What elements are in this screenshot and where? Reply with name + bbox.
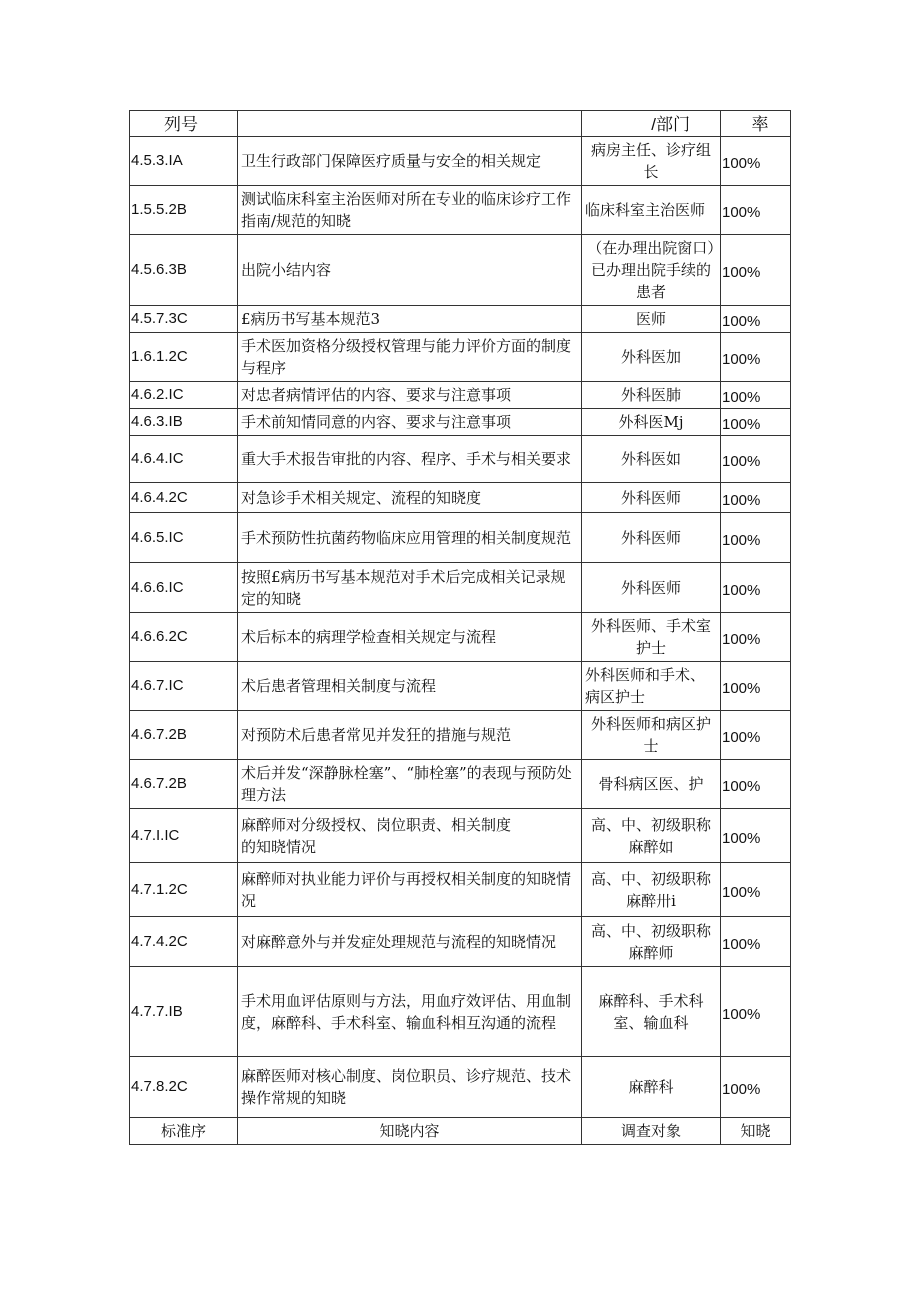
standard-id-cell: 4.6.4.2C: [130, 483, 238, 513]
standard-id-cell: 4.5.3.IA: [130, 137, 238, 186]
knowledge-content-cell: 手术前知情同意的内容、要求与注意事项: [238, 409, 582, 436]
survey-target-cell: 骨科病区医、护: [582, 760, 721, 809]
table-row: [130, 917, 791, 967]
awareness-rate-value: 100%: [722, 491, 761, 509]
awareness-rate-value: 100%: [722, 416, 761, 433]
table-row: [130, 186, 791, 235]
knowledge-content-cell: 卫生行政部门保障医疗质量与安全的相关规定: [238, 137, 582, 186]
awareness-rate-cell: [721, 137, 791, 186]
table-row: [130, 306, 791, 333]
awareness-rate-cell: [721, 613, 791, 662]
knowledge-content-cell: 出院小结内容: [238, 235, 582, 306]
survey-target-cell: 外科医加: [582, 333, 721, 382]
knowledge-content-cell: 麻醉师对执业能力评价与再授权相关制度的知晓情况: [238, 863, 582, 917]
knowledge-content-cell: £病历书写基本规范3: [238, 306, 582, 333]
awareness-rate-cell: [721, 513, 791, 563]
header-row-top: [130, 111, 791, 137]
awareness-rate-value: 100%: [722, 581, 761, 599]
standard-id-cell: 4.7.8.2C: [130, 1057, 238, 1118]
standard-id-cell: 4.6.5.IC: [130, 513, 238, 563]
table-row: [130, 662, 791, 711]
table-row: [130, 563, 791, 613]
awareness-rate-value: 100%: [722, 1005, 761, 1023]
knowledge-content-cell: 麻醉师对分级授权、岗位职责、相关制度 的知晓情况: [238, 809, 582, 863]
survey-target-cell: 高、中、初级职称麻醉卅i: [582, 863, 721, 917]
survey-target-cell: 外科医师: [582, 483, 721, 513]
awareness-rate-cell: [721, 483, 791, 513]
table-row: [130, 137, 791, 186]
standard-id-cell: 1.6.1.2C: [130, 333, 238, 382]
standard-id-cell: 4.5.6.3B: [130, 235, 238, 306]
awareness-rate-cell: [721, 863, 791, 917]
awareness-rate-cell: [721, 967, 791, 1057]
survey-target-cell: 外科医师: [582, 563, 721, 613]
awareness-rate-value: 100%: [722, 778, 761, 795]
awareness-rate-value: 100%: [722, 155, 761, 172]
awareness-rate-value: 100%: [722, 264, 761, 281]
knowledge-content-cell: 对预防术后患者常见并发狂的措施与规范: [238, 711, 582, 760]
table-row: [130, 436, 791, 483]
awareness-rate-cell: [721, 436, 791, 483]
standard-id-cell: 4.6.7.2B: [130, 760, 238, 809]
standard-id-cell: 4.6.6.IC: [130, 563, 238, 613]
awareness-rate-cell: [721, 382, 791, 409]
knowledge-survey-table: [129, 110, 791, 1145]
survey-target-cell: 高、中、初级职称麻醉如: [582, 809, 721, 863]
table-row: [130, 711, 791, 760]
awareness-rate-cell: [721, 409, 791, 436]
survey-target-cell: 麻醉科: [582, 1057, 721, 1118]
awareness-rate-cell: [721, 186, 791, 235]
awareness-rate-value: 100%: [722, 313, 761, 330]
awareness-rate-cell: [721, 917, 791, 967]
survey-target-cell: 外科医师、手术室护士: [582, 613, 721, 662]
survey-target-cell: 外科医Mj: [582, 409, 721, 436]
table-row: [130, 1057, 791, 1118]
survey-target-cell: 外科医如: [582, 436, 721, 483]
survey-target-cell: 外科医师: [582, 513, 721, 563]
knowledge-content-cell: 按照£病历书写基本规范对手术后完成相关记录规定的知晓: [238, 563, 582, 613]
awareness-rate-value: 100%: [722, 829, 761, 847]
standard-id-cell: 4.7.I.IC: [130, 809, 238, 863]
awareness-rate-cell: [721, 306, 791, 333]
table-body: [130, 111, 791, 1145]
header-bottom-content-cell: 知晓内容: [238, 1118, 582, 1145]
header-content-cell: [238, 111, 582, 137]
awareness-rate-value: 100%: [722, 680, 761, 697]
table-row: [130, 809, 791, 863]
table-row: [130, 333, 791, 382]
standard-id-cell: 4.6.7.2B: [130, 711, 238, 760]
table-row: [130, 760, 791, 809]
knowledge-content-cell: 测试临床科室主治医师对所在专业的临床诊疗工作指南/规范的知晓: [238, 186, 582, 235]
survey-target-cell: 病房主任、诊疗组长: [582, 137, 721, 186]
table-row: [130, 409, 791, 436]
awareness-rate-value: 100%: [722, 351, 761, 368]
knowledge-content-cell: 对忠者病情评估的内容、要求与注意事项: [238, 382, 582, 409]
awareness-rate-cell: [721, 760, 791, 809]
awareness-rate-cell: [721, 563, 791, 613]
knowledge-content-cell: 术后标本的病理学检查相关规定与流程: [238, 613, 582, 662]
header-target-cell: /部门: [582, 111, 721, 137]
survey-target-cell: 麻醉科、手术科室、输血科: [582, 967, 721, 1057]
table-row: [130, 483, 791, 513]
standard-id-cell: 4.7.1.2C: [130, 863, 238, 917]
awareness-rate-cell: [721, 235, 791, 306]
survey-target-cell: 外科医肺: [582, 382, 721, 409]
awareness-rate-value: 100%: [722, 453, 761, 470]
awareness-rate-cell: [721, 711, 791, 760]
survey-target-cell: 外科医师和手术、病区护士: [582, 662, 721, 711]
header-bottom-target-cell: 调查对象: [582, 1118, 721, 1145]
standard-id-cell: 4.6.2.IC: [130, 382, 238, 409]
survey-target-cell: 临床科室主治医师: [582, 186, 721, 235]
standard-id-cell: 4.7.7.IB: [130, 967, 238, 1057]
standard-id-cell: 4.6.6.2C: [130, 613, 238, 662]
awareness-rate-cell: [721, 662, 791, 711]
header-id-cell: 列号: [130, 111, 238, 137]
awareness-rate-value: 100%: [722, 389, 761, 406]
standard-id-cell: 4.7.4.2C: [130, 917, 238, 967]
header-row-bottom: [130, 1118, 791, 1145]
standard-id-cell: 4.6.4.IC: [130, 436, 238, 483]
knowledge-content-cell: 对急诊手术相关规定、流程的知晓度: [238, 483, 582, 513]
knowledge-content-cell: 麻醉医师对核心制度、岗位职员、诊疗规范、技术操作常规的知晓: [238, 1057, 582, 1118]
standard-id-cell: 4.6.3.IB: [130, 409, 238, 436]
knowledge-content-cell: 手术用血评估原则与方法，用血疗效评估、用血制度，麻醉科、手术科室、输血科相互沟通的流程: [238, 967, 582, 1057]
table-row: [130, 382, 791, 409]
awareness-rate-value: 100%: [722, 729, 761, 746]
table-row: [130, 863, 791, 917]
standard-id-cell: 4.5.7.3C: [130, 306, 238, 333]
survey-target-cell: 医师: [582, 306, 721, 333]
awareness-rate-value: 100%: [722, 935, 761, 953]
header-bottom-rate-cell: 知晓: [721, 1118, 791, 1145]
awareness-rate-value: 100%: [722, 883, 761, 901]
table-row: [130, 513, 791, 563]
survey-target-cell: （在办理出院窗口）已办理出院手续的患者: [582, 235, 721, 306]
awareness-rate-value: 100%: [722, 204, 761, 221]
awareness-rate-cell: [721, 809, 791, 863]
awareness-rate-cell: [721, 333, 791, 382]
standard-id-cell: 1.5.5.2B: [130, 186, 238, 235]
knowledge-content-cell: 术后患者管理相关制度与流程: [238, 662, 582, 711]
survey-target-cell: 外科医师和病区护士: [582, 711, 721, 760]
knowledge-content-cell: 手术预防性抗菌药物临床应用管理的相关制度规范: [238, 513, 582, 563]
knowledge-content-cell: 对麻醉意外与并发症处理规范与流程的知晓情况: [238, 917, 582, 967]
awareness-rate-value: 100%: [722, 631, 761, 648]
table-row: [130, 967, 791, 1057]
knowledge-content-cell: 重大手术报告审批的内容、程序、手术与相关要求: [238, 436, 582, 483]
table-row: [130, 613, 791, 662]
knowledge-content-cell: 术后并发“深静脉栓塞”、“肺栓塞”的表现与预防处理方法: [238, 760, 582, 809]
awareness-rate-value: 100%: [722, 531, 761, 549]
header-rate-cell: 率: [721, 111, 791, 137]
awareness-rate-cell: [721, 1057, 791, 1118]
awareness-rate-value: 100%: [722, 1081, 761, 1098]
standard-id-cell: 4.6.7.IC: [130, 662, 238, 711]
header-bottom-id-cell: 标准序: [130, 1118, 238, 1145]
survey-target-cell: 高、中、初级职称麻醉师: [582, 917, 721, 967]
knowledge-content-cell: 手术医加资格分级授权管理与能力评价方面的制度与程序: [238, 333, 582, 382]
table-row: [130, 235, 791, 306]
